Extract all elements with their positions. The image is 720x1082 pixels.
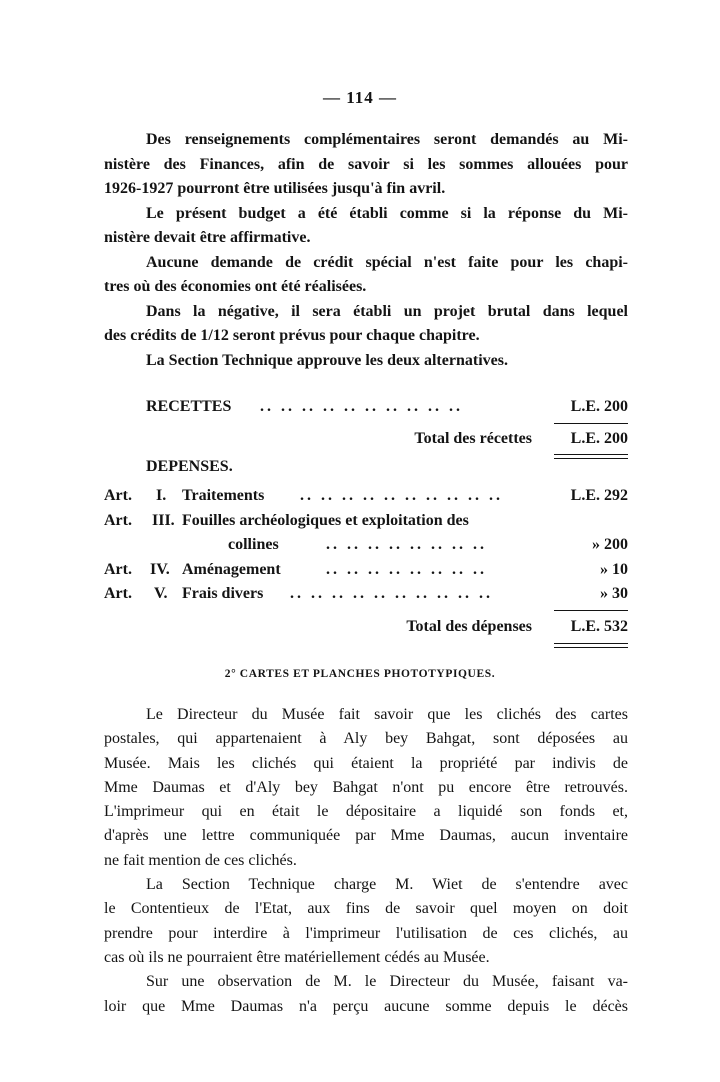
text-line: nistère devait être affirmative. (104, 229, 311, 246)
paragraph-2 (104, 202, 628, 251)
paragraph-8 (104, 970, 628, 1019)
article-amount: » 10 (600, 561, 628, 578)
total-depenses-amount: L.E. 532 (570, 618, 628, 635)
article-prefix: Art. (104, 561, 132, 578)
text-line: Sur une observation de M. le Directeur du Musée, faisant va- (146, 973, 628, 991)
article-number: IV. (150, 561, 170, 578)
total-depenses-row (104, 618, 628, 642)
depenses-label: DEPENSES. (146, 458, 233, 475)
paragraph-6 (104, 703, 628, 873)
text-line: tres où des économies ont été réalisées. (104, 278, 367, 295)
text-line: Dans la négative, il sera établi un projet brutal dans lequel (146, 302, 628, 320)
text-line: ne fait mention de ces clichés. (104, 851, 297, 869)
article-amount: L.E. 292 (570, 487, 628, 504)
text-line: prendre pour interdire à l'imprimeur l'utilisation de ces clichés, au (104, 924, 628, 942)
text-line: La Section Technique approuve les deux alternatives. (146, 351, 508, 369)
depenses-heading-row (104, 458, 628, 482)
page-number: — 114 — (322, 88, 398, 107)
article-label: Aménagement (182, 561, 281, 578)
text-line: Le Directeur du Musée fait savoir que les clichés des cartes (146, 706, 628, 723)
text-line: des crédits de 1/12 seront prévus pour chaque chapitre. (104, 327, 480, 344)
top-text-block (104, 128, 628, 373)
text-line: 1926-1927 pourront être utilisées jusqu'à fin avril. (104, 180, 446, 197)
article-label: Traitements (182, 487, 265, 504)
recettes-row (104, 398, 628, 422)
total-recettes-row (104, 430, 628, 454)
paragraph-7 (104, 873, 628, 970)
total-depenses-label: Total des dépenses (406, 618, 532, 635)
section-heading: 2° CARTES ET PLANCHES PHOTOTYPIQUES. (224, 668, 496, 680)
text-line: le Contentieux de l'Etat, aux fins de savoir quel moyen on doit (104, 900, 628, 918)
text-line: d'après une lettre communiquée par Mme Daumas, aucun inventaire (104, 827, 628, 845)
article-row (104, 585, 628, 609)
article-amount: » 30 (600, 585, 628, 602)
divider (554, 423, 628, 424)
leader-dots: .. .. .. .. .. .. .. .. .. .. (290, 585, 493, 602)
text-line: postales, qui appartenaient à Aly bey Bahgat, sont déposées au (104, 730, 628, 748)
article-row (104, 561, 628, 585)
total-recettes-amount: L.E. 200 (570, 430, 628, 447)
text-line: La Section Technique charge M. Wiet de s'entendre avec (146, 876, 628, 894)
total-recettes-label: Total des récettes (414, 430, 532, 447)
text-line: loir que Mme Daumas n'a perçu aucune somme depuis le décès (104, 997, 628, 1015)
text-line: Le présent budget a été établi comme si la réponse du Mi- (146, 204, 628, 222)
article-number: V. (154, 585, 168, 602)
article-prefix: Art. (104, 487, 132, 504)
recettes-amount: L.E. 200 (570, 398, 628, 415)
recettes-label: RECETTES (146, 398, 232, 415)
article-number: I. (156, 487, 167, 504)
paragraph-3 (104, 251, 628, 300)
leader-dots: .. .. .. .. .. .. .. .. .. .. (300, 487, 503, 504)
article-label: Frais divers (182, 585, 264, 602)
paragraph-1 (104, 128, 628, 202)
paragraph-4 (104, 300, 628, 349)
text-line: cas où ils ne pourraient être matériellement cédés au Musée. (104, 948, 490, 966)
text-line: nistère des Finances, afin de savoir si les sommes allouées pour (104, 155, 628, 173)
text-line: L'imprimeur qui en était le dépositaire a liquidé son fonds et, (104, 803, 628, 821)
article-amount: » 200 (592, 536, 628, 553)
leader-dots: .. .. .. .. .. .. .. .. .. .. (260, 398, 463, 415)
article-label: Fouilles archéologiques et exploitation des (182, 512, 469, 529)
leader-dots: .. .. .. .. .. .. .. .. (326, 536, 487, 553)
article-row (104, 487, 628, 511)
article-prefix: Art. (104, 512, 132, 529)
divider (554, 610, 628, 611)
text-line: Aucune demande de crédit spécial n'est faite pour les chapi- (146, 253, 628, 271)
article-row-continued (104, 536, 628, 560)
article-row (104, 512, 628, 536)
article-number: III. (152, 512, 175, 529)
leader-dots: .. .. .. .. .. .. .. .. (326, 561, 487, 578)
article-prefix: Art. (104, 585, 132, 602)
text-line: Musée. Mais les clichés qui étaient la propriété par indivis de (104, 754, 628, 772)
text-line: Mme Daumas et d'Aly bey Bahgat n'ont pu encore être retrouvés. (104, 778, 628, 796)
budget-table (104, 398, 628, 660)
double-rule (554, 643, 628, 648)
bottom-text-block (104, 703, 628, 1019)
text-line: Des renseignements complémentaires seront demandés au Mi- (146, 131, 628, 148)
paragraph-5 (104, 349, 628, 374)
article-label-continued: collines (228, 536, 279, 553)
